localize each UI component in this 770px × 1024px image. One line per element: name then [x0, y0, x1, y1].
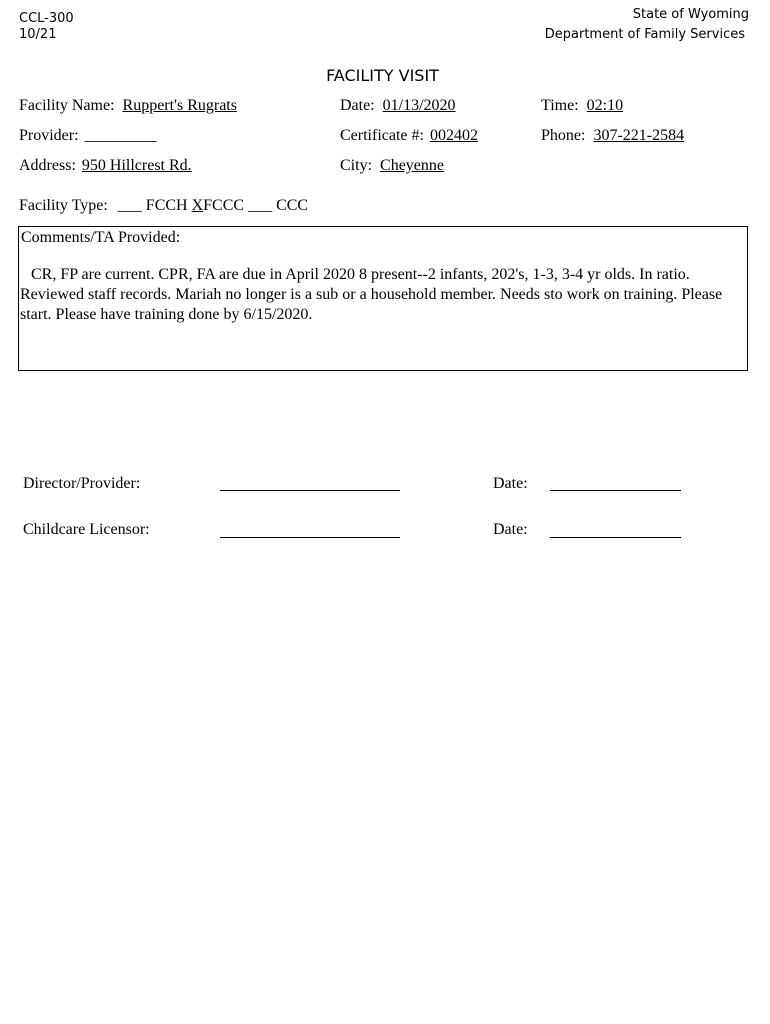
director-date-label: Date:	[493, 475, 528, 492]
facility-type-field	[19, 197, 308, 215]
visit-time-value: 02:10	[586, 97, 624, 114]
form-code: CCL-300	[19, 11, 74, 26]
visit-date-value: 01/13/2020	[382, 97, 456, 114]
certificate-value: 002402	[429, 127, 478, 144]
provider-label: Provider:	[19, 127, 79, 144]
phone-value: 307-221-2584	[593, 127, 685, 144]
city-field	[340, 157, 444, 175]
provider-value: _________	[84, 127, 157, 144]
visit-date-field	[340, 97, 456, 115]
facility-type-option-fccc: FCCC	[203, 197, 245, 214]
form-date: 10/21	[19, 27, 57, 42]
facility-name-value: Ruppert's Rugrats	[122, 97, 237, 114]
licensor-date-label: Date:	[493, 521, 528, 538]
page-title: FACILITY VISIT	[326, 66, 439, 85]
licensor-signature-line[interactable]	[220, 537, 400, 538]
address-label: Address:	[19, 157, 76, 174]
visit-time-label: Time:	[541, 97, 579, 114]
licensor-date-line[interactable]	[550, 537, 681, 538]
phone-label: Phone:	[541, 127, 586, 144]
visit-date-label: Date:	[340, 97, 375, 114]
facility-type-option-fcch: FCCH	[145, 197, 188, 214]
provider-field	[19, 127, 157, 145]
licensor-label: Childcare Licensor:	[23, 521, 150, 538]
visit-time-field	[541, 97, 623, 115]
director-provider-label: Director/Provider:	[23, 475, 141, 492]
city-label: City:	[340, 157, 373, 174]
comments-label: Comments/TA Provided:	[21, 229, 181, 246]
city-value: Cheyenne	[380, 157, 444, 174]
facility-type-option-ccc: CCC	[276, 197, 309, 214]
address-field	[19, 157, 192, 175]
director-date-line[interactable]	[550, 490, 681, 491]
comments-body: CR, FP are current. CPR, FA are due in April 2020 8 present--2 infants, 202's, 1-3, 3-4 yr olds. In ratio. Reviewed staff records. Mariah no longer is a sub or a household member. Needs sto work on training. Please start. Please have training done by 6/15/2020.	[20, 266, 723, 323]
facility-type-blank-fcch: ___	[117, 197, 142, 214]
certificate-field	[340, 127, 478, 145]
facility-type-blank-ccc: ___	[248, 197, 273, 214]
department-name: Department of Family Services	[544, 27, 745, 42]
facility-type-mark-fccc: X	[191, 197, 204, 214]
comments-text	[20, 265, 746, 325]
address-value: 950 Hillcrest Rd.	[81, 157, 192, 174]
state-name: State of Wyoming	[632, 7, 749, 22]
director-signature-line[interactable]	[220, 490, 400, 491]
comments-box	[18, 226, 748, 371]
facility-type-label: Facility Type:	[19, 197, 108, 214]
phone-field	[541, 127, 684, 145]
certificate-label: Certificate #:	[340, 127, 424, 144]
facility-name-field	[19, 97, 237, 115]
facility-name-label: Facility Name:	[19, 97, 115, 114]
